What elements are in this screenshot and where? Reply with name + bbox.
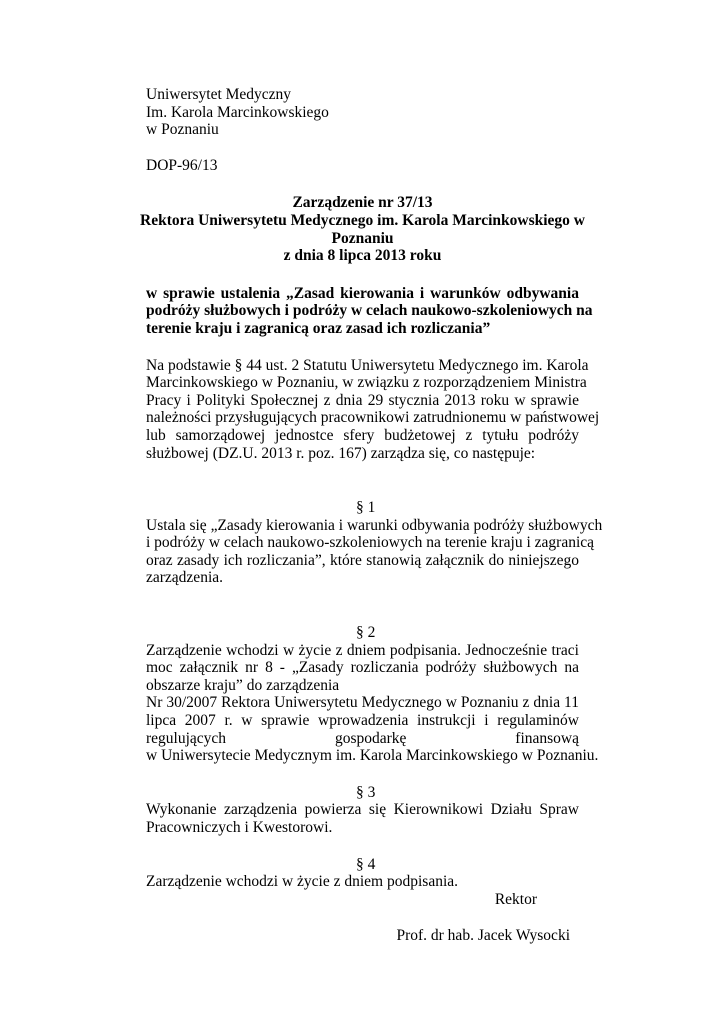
section-2 bbox=[146, 624, 599, 765]
issuer-block bbox=[146, 86, 579, 139]
preamble-line-6: służbowej (DZ.U. 2013 r. poz. 167) zarządza się, co następuje: bbox=[146, 444, 536, 462]
preamble-line-4: należności przysługujących pracownikowi zatrudnionemu w państwowej bbox=[146, 409, 600, 427]
section-2-line-1: Zarządzenie wchodzi w życie z dniem podpisania. Jednocześnie traci bbox=[146, 641, 579, 659]
reference-number: DOP-96/13 bbox=[146, 156, 218, 174]
signer-role: Rektor bbox=[494, 890, 537, 908]
section-1-title: § 1 bbox=[356, 499, 376, 517]
title-line-4: z dnia 8 lipca 2013 roku bbox=[283, 247, 442, 265]
title-line-3: Poznaniu bbox=[331, 229, 394, 247]
subject-line-2: podróży służbowych i podróży w celach naukowo-szkoleniowych na bbox=[146, 302, 593, 320]
section-4-line-1: Zarządzenie wchodzi w życie z dniem podpisania. bbox=[146, 873, 459, 891]
document-page bbox=[140, 86, 603, 945]
section-4 bbox=[146, 856, 579, 891]
section-1-line-4: zarządzenia. bbox=[146, 569, 224, 587]
section-3-title: § 3 bbox=[356, 783, 376, 801]
section-2-line-7: w Uniwersytecie Medycznym im. Karola Marcinkowskiego w Poznaniu. bbox=[146, 747, 599, 765]
issuer-line-2: Im. Karola Marcinkowskiego bbox=[146, 103, 329, 121]
section-1-line-3: oraz zasady ich rozliczania”, które stanowią załącznik do niniejszego bbox=[146, 551, 579, 569]
section-2-line-6: regulujących gospodarkę finansową bbox=[146, 729, 579, 747]
section-1-line-2: i podróży w celach naukowo-szkoleniowych na terenie kraju i zagranicą bbox=[146, 534, 595, 552]
section-3-line-1: Wykonanie zarządzenia powierza się Kierownikowi Działu Spraw bbox=[146, 801, 579, 819]
section-1 bbox=[146, 499, 603, 587]
section-1-line-1: Ustala się „Zasady kierowania i warunki odbywania podróży służbowych bbox=[146, 516, 603, 534]
subject-block bbox=[146, 284, 593, 338]
preamble-line-2: Marcinkowskiego w Poznaniu, w związku z rozporządzeniem Ministra bbox=[146, 374, 587, 392]
preamble-block bbox=[146, 356, 600, 463]
section-2-title: § 2 bbox=[356, 624, 376, 642]
signature-block bbox=[146, 891, 579, 945]
title-line-1: Zarządzenie nr 37/13 bbox=[292, 194, 433, 212]
section-3-line-2: Pracowniczych i Kwestorowi. bbox=[146, 819, 333, 836]
signer-name: Prof. dr hab. Jacek Wysocki bbox=[396, 927, 570, 945]
preamble-line-1: Na podstawie § 44 ust. 2 Statutu Uniwersytetu Medycznego im. Karola bbox=[146, 356, 589, 374]
issuer-line-1: Uniwersytet Medyczny bbox=[146, 86, 292, 103]
ordinance-title bbox=[140, 194, 585, 265]
preamble-line-3: Pracy i Polityki Społecznej z dnia 29 stycznia 2013 roku w sprawie bbox=[146, 391, 579, 409]
section-2-line-5: lipca 2007 r. w sprawie wprowadzenia instrukcji i regulaminów bbox=[146, 712, 579, 730]
issuer-line-3: w Poznaniu bbox=[146, 121, 219, 139]
preamble-line-5: lub samorządowej jednostce sfery budżetowej z tytułu podróży bbox=[146, 426, 579, 444]
section-2-line-2: moc załącznik nr 8 - „Zasady rozliczania podróży służbowych na bbox=[146, 659, 579, 677]
title-line-2: Rektora Uniwersytetu Medycznego im. Karola Marcinkowskiego w bbox=[140, 211, 585, 229]
section-3 bbox=[146, 784, 579, 837]
subject-line-1: w sprawie ustalenia „Zasad kierowania i warunków odbywania bbox=[146, 284, 579, 302]
section-2-line-4: Nr 30/2007 Rektora Uniwersytetu Medycznego w Poznaniu z dnia 11 bbox=[146, 694, 579, 712]
section-4-title: § 4 bbox=[356, 855, 376, 873]
subject-line-3: terenie kraju i zagranicą oraz zasad ich rozliczania” bbox=[146, 319, 491, 337]
section-2-line-3: obszarze kraju” do zarządzenia bbox=[146, 676, 340, 694]
